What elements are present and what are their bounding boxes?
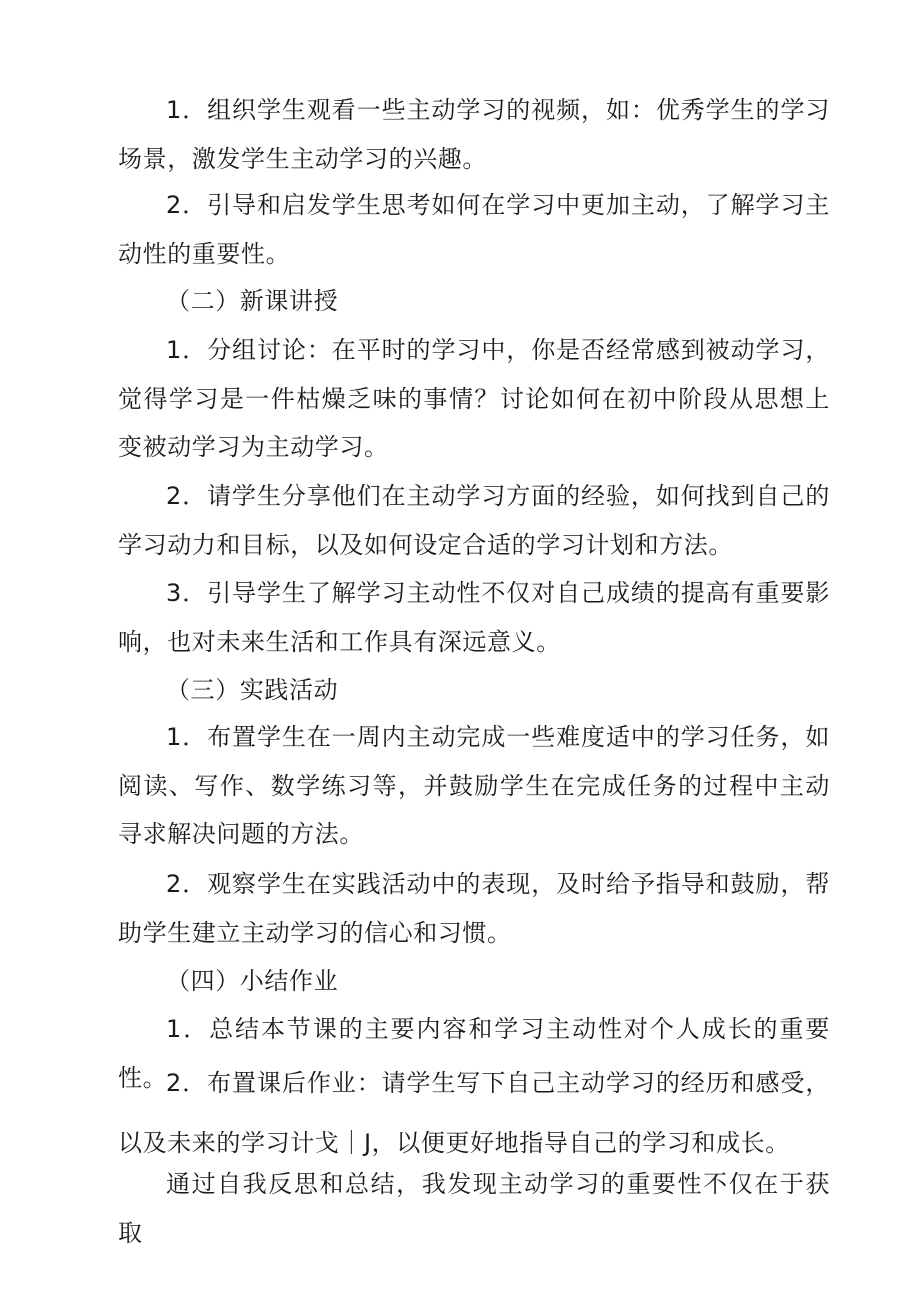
section-heading-practice: （三）实践活动 <box>166 676 339 704</box>
paragraph-reflection: 通过自我反思和总结，我发现主动学习的重要性不仅在于获取 <box>118 1170 830 1247</box>
paragraph-intro-activity-2: 2．引导和启发学生思考如何在学习中更加主动，了解学习主动性的重要性。 <box>118 191 830 268</box>
section-heading-summary: （四）小结作业 <box>166 967 339 995</box>
paragraph-intro-activity-1: 1．组织学生观看一些主动学习的视频，如：优秀学生的学习场景，激发学生主动学习的兴趣。 <box>118 96 830 173</box>
section-heading-new-lesson: （二）新课讲授 <box>166 287 339 315</box>
paragraph-new-lesson-2: 2．请学生分享他们在主动学习方面的经验，如何找到自己的学习动力和目标，以及如何设定合适的学习计划和方法。 <box>118 482 830 559</box>
paragraph-practice-2: 2．观察学生在实践活动中的表现，及时给予指导和鼓励，帮助学生建立主动学习的信心和习惯。 <box>118 870 830 947</box>
paragraph-practice-1: 1．布置学生在一周内主动完成一些难度适中的学习任务，如阅读、写作、数学练习等，并鼓励学生在完成任务的过程中主动寻求解决问题的方法。 <box>118 723 830 848</box>
paragraph-new-lesson-3: 3．引导学生了解学习主动性不仅对自己成绩的提高有重要影响，也对未来生活和工作具有深远意义。 <box>118 579 830 656</box>
paragraph-summary-1: 1．总结本节课的主要内容和学习主动性对个人成长的重要性。 <box>118 1015 830 1092</box>
paragraph-new-lesson-1: 1．分组讨论：在平时的学习中，你是否经常感到被动学习，觉得学习是一件枯燥乏味的事情？讨论如何在初中阶段从思想上变被动学习为主动学习。 <box>118 336 830 461</box>
paragraph-summary-2: 2．布置课后作业：请学生写下自己主动学习的经历和感受，以及未来的学习计戈｜J，以便更好地指导自己的学习和成长。 <box>118 1069 830 1157</box>
